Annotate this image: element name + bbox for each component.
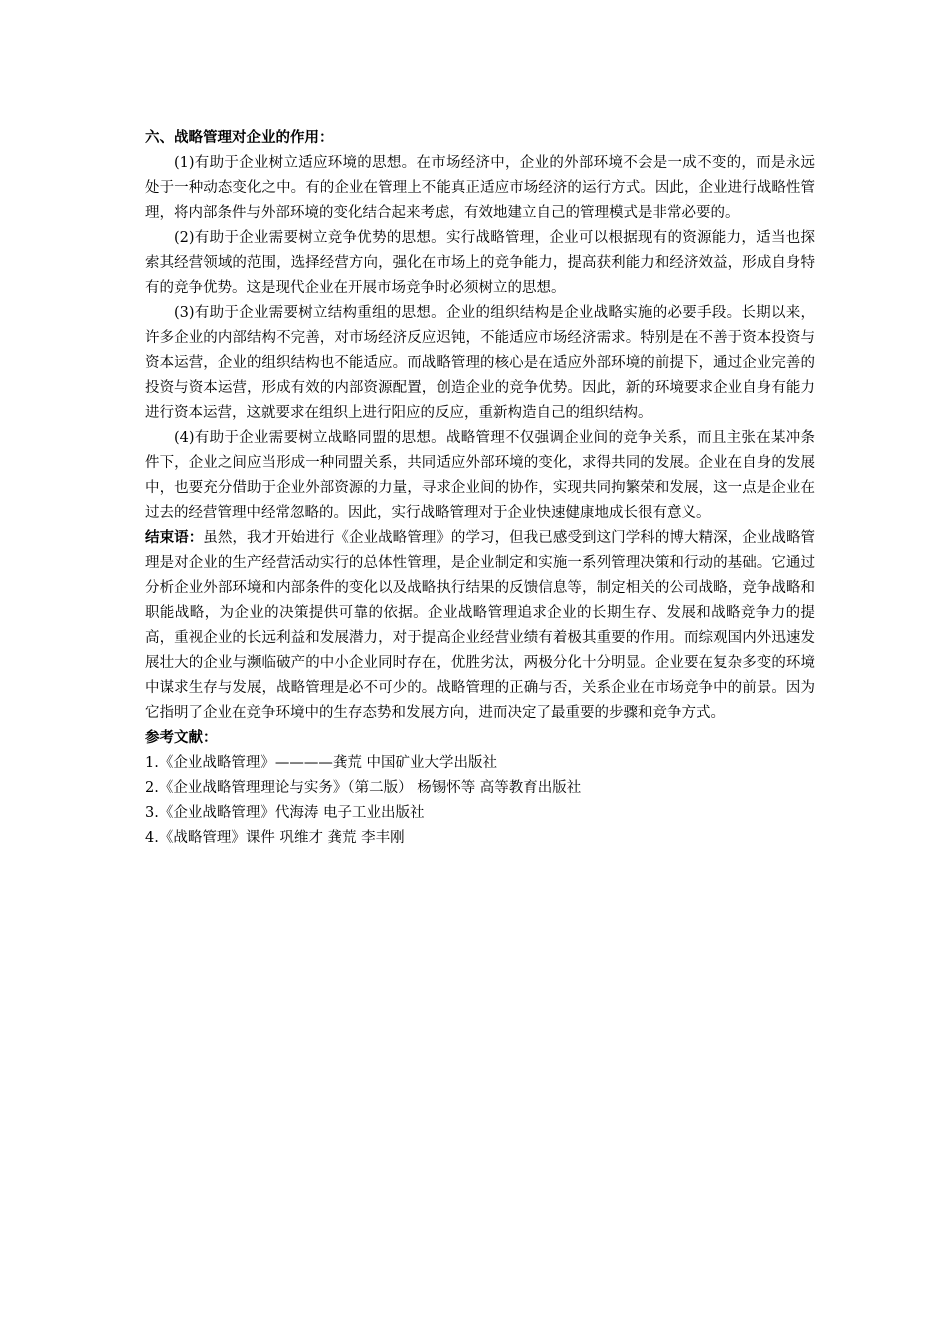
reference-item-4: 4.《战略管理》课件 巩维才 龚荒 李丰刚 [145,830,405,846]
reference-item-1: 1.《企业战略管理》————龚荒 中国矿业大学出版社 [145,755,497,771]
paragraph-1: (1)有助于企业树立适应环境的思想。在市场经济中，企业的外部环境不会是一成不变的，而是永远处于一种动态变化之中。有的企业在管理上不能真正适应市场经济的运行方式。因此，企业进行战略性管理，将内部条件与外部环境的变化结合起来考虑，有效地建立自己的管理模式是非常必要的。 [145,155,815,221]
reference-item-3: 3.《企业战略管理》代海涛 电子工业出版社 [145,805,425,821]
references-list [145,751,815,851]
section-heading: 六、战略管理对企业的作用： [145,130,334,146]
conclusion-text: 虽然，我才开始进行《企业战略管理》的学习，但我已感受到这门学科的博大精深，企业战略管理是对企业的生产经营活动实行的总体性管理，是企业制定和实施一系列管理决策和行动的基础。它通过分析企业外部环境和内部条件的变化以及战略执行结果的反馈信息等，制定相关的公司战略，竞争战略和职能战略，为企业的决策提供可靠的依据。企业战略管理追求企业的长期生存、发展和战略竞争力的提高，重视企业的长远利益和发展潜力，对于提高企业经营业绩有着极其重要的作用。而综观国内外迅速发展壮大的企业与濒临破产的中小企业同时存在，优胜劣汰，两极分化十分明显。企业要在复杂多变的环境中谋求生存与发展，战略管理是必不可少的。战略管理的正确与否，关系企业在市场竞争中的前景。因为它指明了企业在竞争环境中的生存态势和发展方向，进而决定了最重要的步骤和竞争方式。 [145,530,816,721]
paragraph-2: (2)有助于企业需要树立竞争优势的思想。实行战略管理，企业可以根据现有的资源能力，适当也探索其经营领域的范围，选择经营方向，强化在市场上的竞争能力，提高获利能力和经济效益，形成自身特有的竞争优势。这是现代企业在开展市场竞争时必须树立的思想。 [145,230,815,296]
reference-item-2: 2.《企业战略管理理论与实务》（第二版） 杨锡怀等 高等教育出版社 [145,780,582,796]
paragraph-4: (4)有助于企业需要树立战略同盟的思想。战略管理不仅强调企业间的竞争关系，而且主张在某冲条件下，企业之间应当形成一种同盟关系，共同适应外部环境的变化，求得共同的发展。企业在自身的发展中，也要充分借助于企业外部资源的力量，寻求企业间的协作，实现共同拘繁荣和发展，这一点是企业在过去的经营管理中经常忽略的。因此，实行战略管理对于企业快速健康地成长很有意义。 [145,430,815,521]
conclusion-label: 结束语： [145,530,204,546]
conclusion-paragraph [145,526,815,726]
document-page [145,126,815,851]
paragraph-3: (3)有助于企业需要树立结构重组的思想。企业的组织结构是企业战略实施的必要手段。长期以来，许多企业的内部结构不完善，对市场经济反应迟钝，不能适应市场经济需求。特别是在不善于资本投资与资本运营，企业的组织结构也不能适应。而战略管理的核心是在适应外部环境的前提下，通过企业完善的投资与资本运营，形成有效的内部资源配置，创造企业的竞争优势。因此，新的环境要求企业自身有能力进行资本运营，这就要求在组织上进行阳应的反应，重新构造自己的组织结构。 [145,305,815,421]
references-heading: 参考文献： [145,730,218,746]
